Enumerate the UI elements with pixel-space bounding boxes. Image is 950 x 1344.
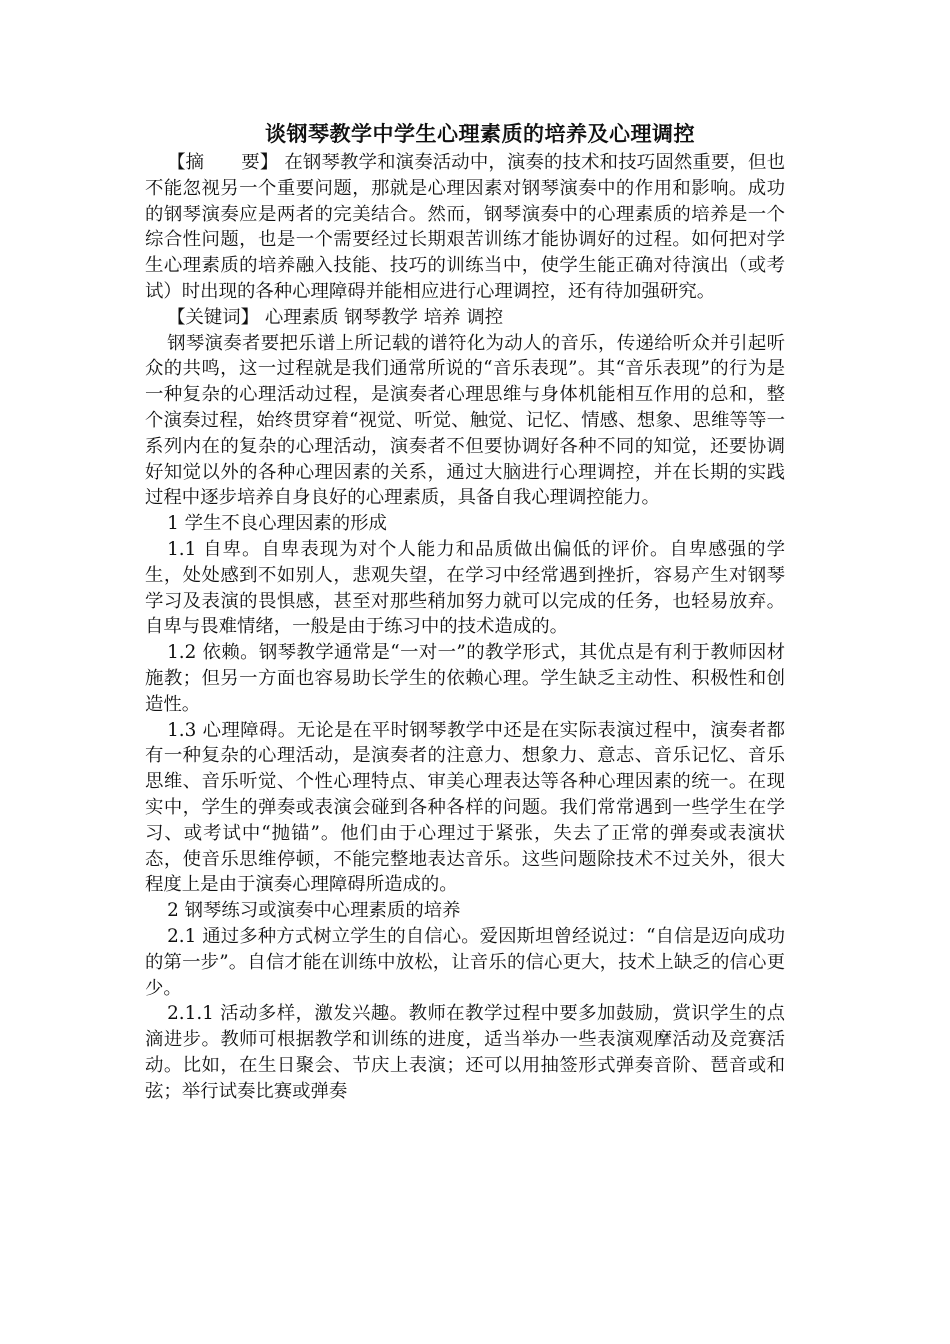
section-1-2-paragraph: 1.2 依赖。钢琴教学通常是“一对一”的教学形式，其优点是有利于教师因材施教；但另一方面也容易助长学生的依赖心理。学生缺乏主动性、积极性和创造性。 [145,642,785,715]
document-title: 谈钢琴教学中学生心理素质的培养及心理调控 [265,121,695,146]
document-page [145,118,785,1104]
keywords-paragraph [145,305,785,331]
abstract-label: 【摘 要】 [167,152,279,173]
keywords-text: 心理素质 钢琴教学 培养 调控 [259,306,504,328]
keywords-label: 【关键词】 [167,306,260,328]
section-1-heading: 1 学生不良心理因素的形成 [167,513,387,535]
section-2-1-1-paragraph: 2.1.1 活动多样，激发兴趣。教师在教学过程中要多加鼓励，赏识学生的点滴进步。教师可根据教学和训练的进度，适当举办一些表演观摩活动及竞赛活动。比如，在生日聚会、节庆上表演；还可以用抽签形式弹奏音阶、琶音或和弦；举行试奏比赛或弹奏 [145,1003,785,1102]
abstract-paragraph [145,150,785,305]
section-1-3-paragraph: 1.3 心理障碍。无论是在平时钢琴教学中还是在实际表演过程中，演奏者都有一种复杂的心理活动，是演奏者的注意力、想象力、意志、音乐记忆、音乐思维、音乐听觉、个性心理特点、审美心理表达等各种心理因素的统一。在现实中，学生的弹奏或表演会碰到各种各样的问题。我们常常遇到一些学生在学习、或考试中“抛锚”。他们由于心理过于紧张，失去了正常的弹奏或表演状态，使音乐思维停顿，不能完整地表达音乐。这些问题除技术不过关外，很大程度上是由于演奏心理障碍所造成的。 [145,719,785,896]
intro-paragraph: 钢琴演奏者要把乐谱上所记载的谱符化为动人的音乐，传递给听众并引起听众的共鸣，这一过程就是我们通常所说的“音乐表现”。其“音乐表现”的行为是一种复杂的心理活动过程，是演奏者心理思维与身体机能相互作用的总和，整个演奏过程，始终贯穿着“视觉、听觉、触觉、记忆、情感、想象、思维等等一系列内在的复杂的心理活动，演奏者不但要协调好各种不同的知觉，还要协调好知觉以外的各种心理因素的关系，通过大脑进行心理调控，并在长期的实践过程中逐步培养自身良好的心理素质，具备自我心理调控能力。 [145,332,785,509]
section-1-1-paragraph: 1.1 自卑。自卑表现为对个人能力和品质做出偏低的评价。自卑感强的学生，处处感到不如别人，悲观失望，在学习中经常遇到挫折，容易产生对钢琴学习及表演的畏惧感，甚至对那些稍加努力就可以完成的任务，也轻易放弃。自卑与畏难情绪，一般是由于练习中的技术造成的。 [145,538,785,638]
abstract-text: 在钢琴教学和演奏活动中，演奏的技术和技巧固然重要，但也不能忽视另一个重要问题，那就是心理因素对钢琴演奏中的作用和影响。成功的钢琴演奏应是两者的完美结合。然而，钢琴演奏中的心理素质的培养是一个综合性问题，也是一个需要经过长期艰苦训练才能协调好的过程。如何把对学生心理素质的培养融入技能、技巧的训练当中，使学生能正确对待演出（或考试）时出现的各种心理障碍并能相应进行心理调控，还有待加强研究。 [145,152,785,302]
section-2-1-paragraph: 2.1 通过多种方式树立学生的自信心。爱因斯坦曾经说过：“自信是迈向成功的第一步”。自信才能在训练中放松，让音乐的信心更大，技术上缺乏的信心更少。 [145,925,785,999]
section-2-heading: 2 钢琴练习或演奏中心理素质的培养 [167,900,461,922]
